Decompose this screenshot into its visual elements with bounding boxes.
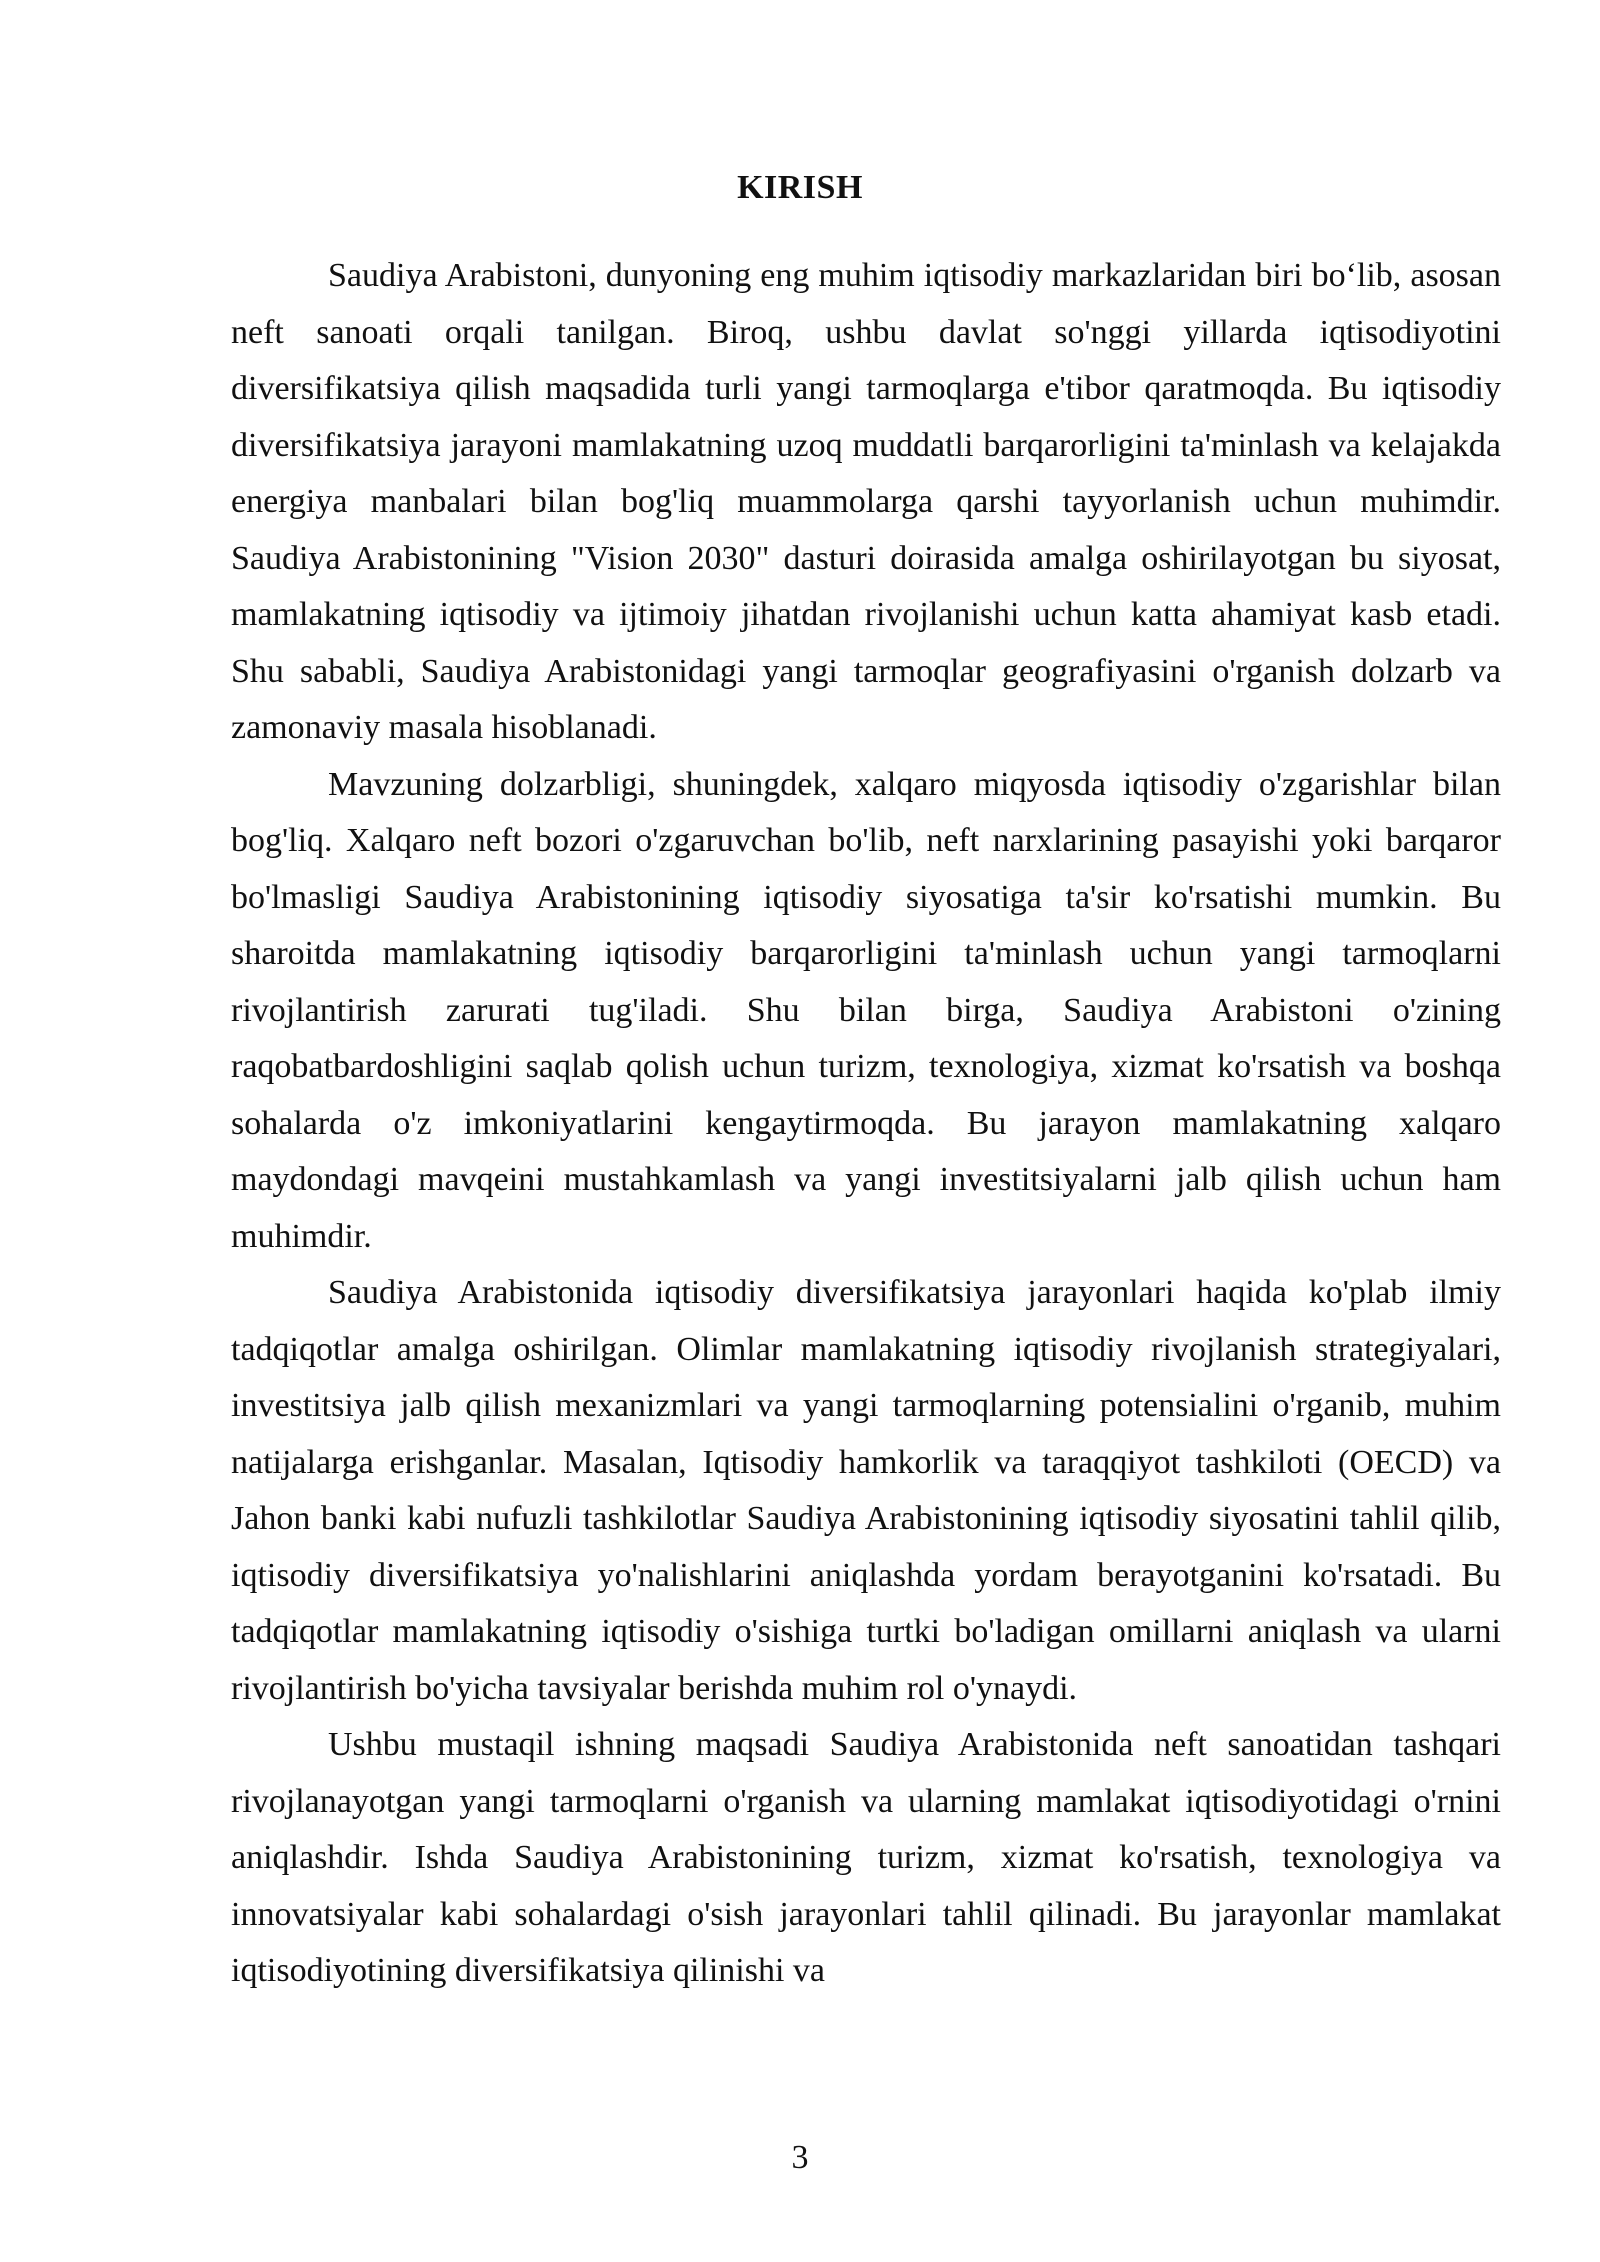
paragraph-2: Mavzuning dolzarbligi, shuningdek, xalqaro miqyosda iqtisodiy o'zgarishlar bilan bog'liq. Xalqaro neft bozori o'zgaruvchan bo'lib, neft narxlarining pasayishi yoki barqaror bo'lmasligi Saudiya Arabistonining iqtisodiy siyosatiga ta'sir ko'rsatishi mumkin. Bu sharoitda mamlakatning iqtisodiy barqarorligini ta'minlash uchun yangi tarmoqlarni rivojlantirish zarurati tug'iladi. Shu bilan birga, Saudiya Arabistoni o'zining raqobatbardoshligini saqlab qolish uchun turizm, texnologiya, xizmat ko'rsatish va boshqa sohalarda o'z imkoniyatlarini kengaytirmoqda. Bu jarayon mamlakatning xalqaro maydondagi mavqeini mustahkamlash va yangi investitsiyalarni jalb qilish uchun ham muhimdir. xyxy=(231,765,1501,1255)
section-title: KIRISH xyxy=(737,169,863,206)
page-number: 3 xyxy=(791,2139,809,2176)
body-text xyxy=(231,248,1501,2000)
paragraph-3: Saudiya Arabistonida iqtisodiy diversifikatsiya jarayonlari haqida ko'plab ilmiy tadqiqotlar amalga oshirilgan. Olimlar mamlakatning iqtisodiy rivojlanish strategiyalari, investitsiya jalb qilish mexanizmlari va yangi tarmoqlarning potensialini o'rganib, muhim natijalarga erishganlar. Masalan, Iqtisodiy hamkorlik va taraqqiyot tashkiloti (OECD) va Jahon banki kabi nufuzli tashkilotlar Saudiya Arabistonining iqtisodiy siyosatini tahlil qilib, iqtisodiy diversifikatsiya yo'nalishlarini aniqlashda yordam berayotganini ko'rsatadi. Bu tadqiqotlar mamlakatning iqtisodiy o'sishiga turtki bo'ladigan omillarni aniqlash va ularni rivojlantirish bo'yicha tavsiyalar berishda muhim rol o'ynaydi. xyxy=(231,1274,1501,1707)
paragraph-1: Saudiya Arabistoni, dunyoning eng muhim iqtisodiy markazlaridan biri boʻlib, asosan neft sanoati orqali tanilgan. Biroq, ushbu davlat so'nggi yillarda iqtisodiyotini diversifikatsiya qilish maqsadida turli yangi tarmoqlarga e'tibor qaratmoqda. Bu iqtisodiy diversifikatsiya jarayoni mamlakatning uzoq muddatli barqarorligini ta'minlash va kelajakda energiya manbalari bilan bog'liq muammolarga qarshi tayyorlanish uchun muhimdir. Saudiya Arabistonining "Vision 2030" dasturi doirasida amalga oshirilayotgan bu siyosat, mamlakatning iqtisodiy va ijtimoiy jihatdan rivojlanishi uchun katta ahamiyat kasb etadi. Shu sababli, Saudiya Arabistonidagi yangi tarmoqlar geografiyasini o'rganish dolzarb va zamonaviy masala hisoblanadi. xyxy=(231,257,1501,746)
paragraph-4: Ushbu mustaqil ishning maqsadi Saudiya Arabistonida neft sanoatidan tashqari rivojlanayotgan yangi tarmoqlarni o'rganish va ularning mamlakat iqtisodiyotidagi o'rnini aniqlashdir. Ishda Saudiya Arabistonining turizm, xizmat ko'rsatish, texnologiya va innovatsiyalar kabi sohalardagi o'sish jarayonlari tahlil qilinadi. Bu jarayonlar mamlakat iqtisodiyotining diversifikatsiya qilinishi va xyxy=(231,1726,1501,1989)
